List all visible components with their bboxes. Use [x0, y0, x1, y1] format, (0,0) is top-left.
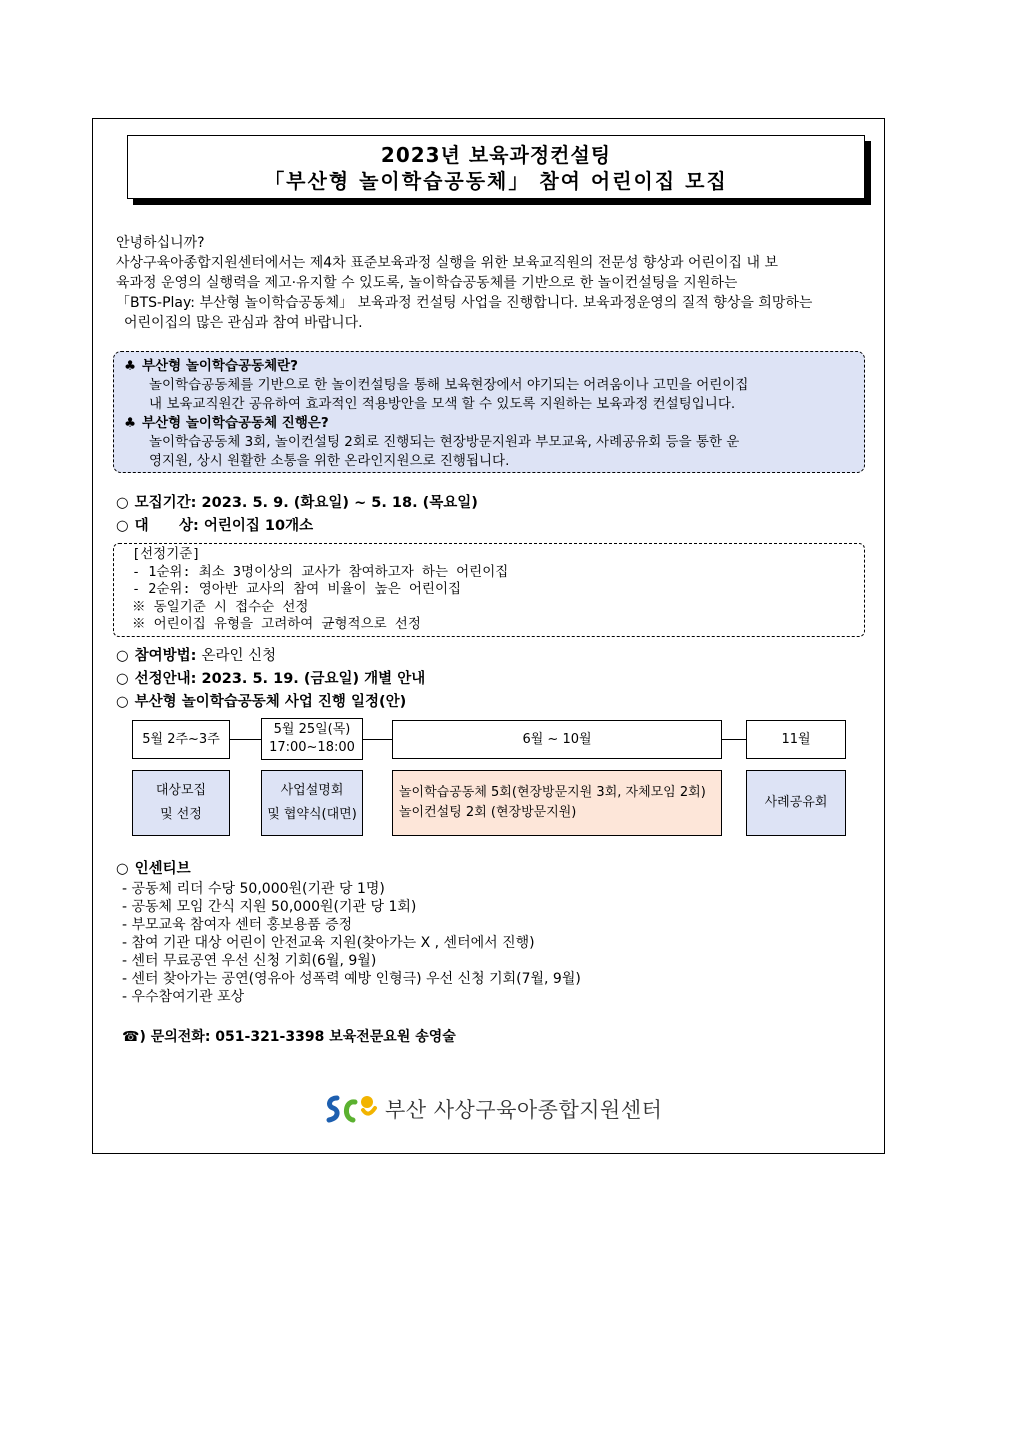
club-icon: ♣ [124, 415, 137, 431]
activity-sharing: 사례공유회 [746, 770, 846, 836]
info-answer: 놀이학습공동체 3회, 놀이컨설팅 2회로 진행되는 현장방문지원과 부모교육, 사례공유회 등을 통한 운 [149, 434, 740, 450]
selection-notice: ○ 선정안내: 2023. 5. 19. (금요일) 개별 안내 [116, 671, 426, 687]
footer-logo [323, 1091, 662, 1127]
connector-line [230, 739, 261, 740]
intro-line: 「BTS-Play: 부산형 놀이학습공동체」 보육과정 컨설팅 사업을 진행합니다. 보육과정운영의 질적 향상을 희망하는 [116, 295, 813, 311]
intro-line: 사상구육아종합지원센터에서는 제4차 표준보육과정 실행을 위한 보육교직원의 전문성 향상과 어린이집 내 보 [116, 255, 778, 271]
connector-line [363, 739, 392, 740]
title-line1: 2023년 보육과정컨설팅 [380, 143, 612, 167]
info-box [113, 351, 865, 473]
club-icon: ♣ [124, 358, 137, 374]
incentive-section [116, 858, 581, 1006]
info-answer: 내 보육교직원간 공유하여 효과적인 적용방안을 모색 할 수 있도록 지원하는 보육과정 컨설팅입니다. [149, 396, 736, 412]
incentive-item: - 공동체 모임 간식 지원 50,000원(기관 당 1회) [122, 899, 417, 915]
incentive-title: ○ 인센티브 [116, 861, 191, 877]
incentive-item: - 센터 찾아가는 공연(영유아 성폭력 예방 인형극) 우선 신청 기회(7월, 9월) [122, 971, 581, 987]
center-logo-icon [323, 1092, 379, 1126]
connector-line [722, 739, 746, 740]
criteria-item: - 1순위: 최소 3명이상의 교사가 참여하고자 하는 어린이집 [132, 563, 509, 580]
criteria-item: - 2순위: 영아반 교사의 참여 비율이 높은 어린이집 [132, 581, 462, 597]
intro-line: 육과정 운영의 실행력을 제고·유지할 수 있도록, 놀이학습공동체를 기반으로 한 놀이컨설팅을 지원하는 [116, 275, 738, 291]
footer-org-name: 부산 사상구육아종합지원센터 [385, 1098, 663, 1122]
schedule-date-3: 6월 ~ 10월 [392, 720, 722, 759]
phone-icon: ☎ [122, 1029, 140, 1045]
target: ○ 대 상: 어린이집 10개소 [116, 518, 314, 534]
recruit-period: ○ 모집기간: 2023. 5. 9. (화요일) ~ 5. 18. (목요일) [116, 495, 478, 511]
incentive-item: - 센터 무료공연 우선 신청 기회(6월, 9월) [122, 953, 377, 969]
info-answer: 영지원, 상시 원활한 소통을 위한 온라인지원으로 진행됩니다. [149, 453, 510, 469]
activity-briefing: 사업설명회 및 협약식(대면) [261, 770, 363, 836]
incentive-item: - 우수참여기관 포상 [122, 989, 245, 1005]
selection-criteria-box [113, 543, 865, 637]
schedule-heading: ○ 부산형 놀이학습공동체 사업 진행 일정(안) [116, 694, 407, 710]
activity-community: 놀이학습공동체 5회(현장방문지원 3회, 자체모임 2회) 놀이컨설팅 2회 (현장방문지원) [392, 770, 722, 836]
schedule-date-2: 5월 25일(목) 17:00~18:00 [261, 718, 363, 760]
incentive-item: - 참여 기관 대상 어린이 안전교육 지원(찾아가는 X , 센터에서 진행) [122, 935, 535, 951]
criteria-item: ※ 동일기준 시 접수순 선정 [132, 598, 309, 615]
info-question: ♣ 부산형 놀이학습공동체 진행은? [124, 415, 329, 431]
incentive-item: - 공동체 리더 수당 50,000원(기관 당 1명) [122, 881, 385, 897]
apply-method: ○ 참여방법: 온라인 신청 [116, 648, 277, 664]
activity-recruit: 대상모집 및 선정 [132, 770, 230, 836]
info-answer: 놀이학습공동체를 기반으로 한 놀이컨설팅을 통해 보육현장에서 야기되는 어려움이나 고민을 어린이집 [149, 377, 749, 393]
contact-info: ☎) 문의전화: 051-321-3398 보육전문요원 송영술 [122, 1029, 456, 1045]
title-box [127, 135, 865, 199]
criteria-item: ※ 어린이집 유형을 고려하여 균형적으로 선정 [132, 616, 421, 632]
incentive-item: - 부모교육 참여자 센터 홍보용품 증정 [122, 917, 353, 933]
title-line2: 「부산형 놀이학습공동체」 참여 어린이집 모집 [264, 169, 728, 193]
criteria-title: [선정기준] [132, 546, 201, 562]
intro-line: 어린이집의 많은 관심과 참여 바랍니다. [124, 315, 363, 331]
intro-paragraph [116, 233, 878, 333]
intro-greeting: 안녕하십니까? [116, 235, 205, 251]
schedule-date-1: 5월 2주~3주 [132, 720, 230, 759]
info-question: ♣ 부산형 놀이학습공동체란? [124, 358, 298, 374]
schedule-date-4: 11월 [746, 720, 846, 759]
